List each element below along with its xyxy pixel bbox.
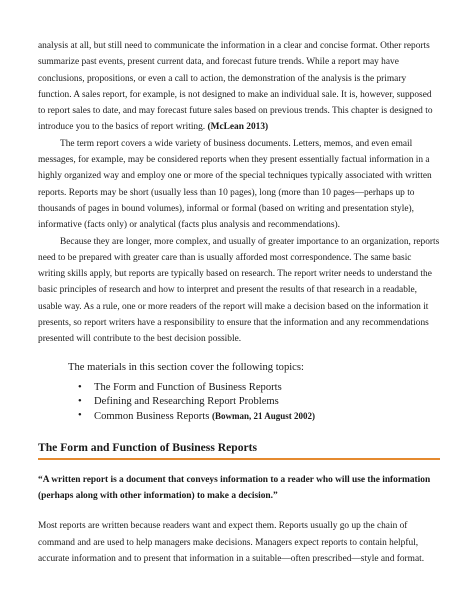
paragraph-term-report: The term report covers a wide variety of business documents. Letters, memos, and even email messages, for example, may be considered reports when they present essentially factual information in a highly organized way and employ one or more of the special techniques typically associated with written reports. Reports may be short (usually less than 10 pages), long (more than 10 pages—perhaps up to thousands of pages in bound volumes), informal or formal (based on writing and presentation style), informative (facts only) or analytical (facts plus analysis and recommendations). <box>38 138 432 231</box>
citation-mclean: (McLean 2013) <box>207 122 269 133</box>
topic-item: • Common Business Reports (Bowman, 21 August 2002) <box>94 409 440 424</box>
paragraph-text: analysis at all, but still need to communicate the information in a clear and concise format. Other reports summarize past events, present current data, and forecast future trends. While a report may have conclusions, propositions, or even a call to action, the demonstration of the analysis is the primary function. A sales report, for example, is not designed to make an individual sale. It is, however, supposed to report sales to date, and may forecast future sales based on previous trends. This chapter is designed to introduce you to the basics of report writing. <box>38 41 433 133</box>
section-heading: The Form and Function of Business Reports <box>38 440 258 454</box>
citation-bowman: (Bowman, 21 August 2002) <box>212 410 316 421</box>
paragraph-intro-continued <box>38 38 440 136</box>
definition-quote: “A written report is a document that conveys information to a reader who will use the information (perhaps along with other information) to make a decision.” <box>38 474 431 501</box>
topics-list <box>94 381 440 424</box>
heading-divider <box>38 458 440 460</box>
topics-intro: The materials in this section cover the following topics: <box>68 361 304 373</box>
paragraph-reports-expected: Most reports are written because readers want and expect them. Reports usually go up the chain of command and are used to help managers make decisions. Managers expect reports to contain helpful, accurate information and to present that information in a suitable—often prescribed—style and format. <box>38 521 425 564</box>
topic-item: • The Form and Function of Business Reports <box>94 381 440 395</box>
topic-item: • Defining and Researching Report Problems <box>94 395 440 409</box>
paragraph-report-preparation: Because they are longer, more complex, and usually of greater importance to an organization, reports need to be prepared with greater care than is usually afforded most correspondence. The same basic writing skills apply, but reports are typically based on research. The report writer needs to understand the basic principles of research and how to interpret and present the results of that research in a readable, usable way. As a rule, one or more readers of the report will make a decision based on the information it presents, so report writers have a responsibility to ensure that the information and any recommendations presented will contribute to the best decision possible. <box>38 236 440 345</box>
